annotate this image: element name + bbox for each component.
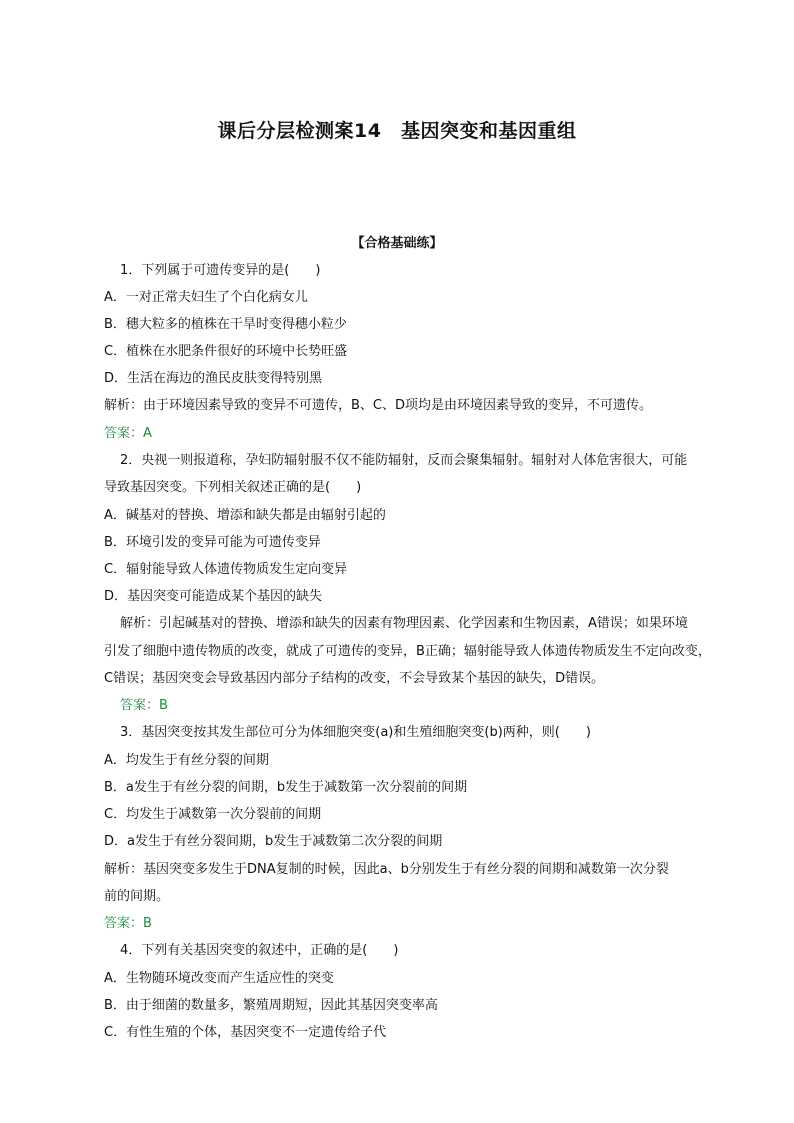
question-2-stem-line-2: 导致基因突变。下列相关叙述正确的是( ) [104, 480, 362, 495]
question-2-option-c: C．辐射能导致人体遗传物质发生定向变异 [104, 562, 348, 577]
question-4-option-c: C．有性生殖的个体，基因突变不一定遗传给子代 [104, 1025, 387, 1040]
question-2-analysis-line-2: 引发了细胞中遗传物质的改变，就成了可遗传的变异，B正确；辐射能导致人体遗传物质发生不定向改变， [104, 644, 711, 659]
section-header: 【合格基础练】 [351, 236, 443, 251]
question-1-stem: 1．下列属于可遗传变异的是( ) [120, 263, 321, 278]
question-4-stem: 4．下列有关基因突变的叙述中，正确的是( ) [120, 943, 399, 958]
question-3-stem: 3．基因突变按其发生部位可分为体细胞突变(a)和生殖细胞突变(b)两种，则( ) [120, 725, 591, 740]
question-3-analysis-line-2: 前的间期。 [104, 889, 170, 904]
question-2-analysis-line-3: C错误；基因突变会导致基因内部分子结构的改变，不会导致某个基因的缺失，D错误。 [104, 671, 605, 686]
question-3-option-b: B．a发生于有丝分裂的间期，b发生于减数第一次分裂前的间期 [104, 780, 468, 795]
question-3-option-a: A．均发生于有丝分裂的间期 [104, 753, 269, 768]
page-title: 课后分层检测案14 基因突变和基因重组 [217, 120, 577, 142]
question-1-option-c: C．植株在水肥条件很好的环境中长势旺盛 [104, 344, 348, 359]
question-3-option-c: C．均发生于减数第一次分裂前的间期 [104, 807, 322, 822]
question-4-option-a: A．生物随环境改变而产生适应性的突变 [104, 971, 334, 986]
question-4-option-b: B．由于细菌的数量多，繁殖周期短，因此其基因突变率高 [104, 998, 438, 1013]
question-2-answer: 答案：B [120, 698, 168, 713]
question-1-option-b: B．穗大粒多的植株在干旱时变得穗小粒少 [104, 317, 347, 332]
question-1-answer: 答案：A [104, 426, 152, 441]
question-2-stem-line-1: 2．央视一则报道称，孕妇防辐射服不仅不能防辐射，反而会聚集辐射。辐射对人体危害很大，可能 [120, 453, 688, 468]
question-1-option-a: A．一对正常夫妇生了个白化病女儿 [104, 290, 308, 305]
question-1-option-d: D．生活在海边的渔民皮肤变得特别黑 [104, 371, 323, 386]
question-3-answer: 答案：B [104, 916, 152, 931]
question-2-option-b: B．环境引发的变异可能为可遗传变异 [104, 535, 321, 550]
question-2-option-d: D．基因突变可能造成某个基因的缺失 [104, 589, 323, 604]
question-2-analysis-line-1: 解析：引起碱基对的替换、增添和缺失的因素有物理因素、化学因素和生物因素，A错误；如果环境 [120, 616, 688, 631]
question-1-analysis: 解析：由于环境因素导致的变异不可遗传，B、C、D项均是由环境因素导致的变异，不可遗传。 [104, 398, 653, 413]
question-3-option-d: D．a发生于有丝分裂间期，b发生于减数第二次分裂的间期 [104, 834, 443, 849]
question-3-analysis-line-1: 解析：基因突变多发生于DNA复制的时候，因此a、b分别发生于有丝分裂的间期和减数第一次分裂 [104, 862, 669, 877]
question-2-option-a: A．碱基对的替换、增添和缺失都是由辐射引起的 [104, 508, 386, 523]
